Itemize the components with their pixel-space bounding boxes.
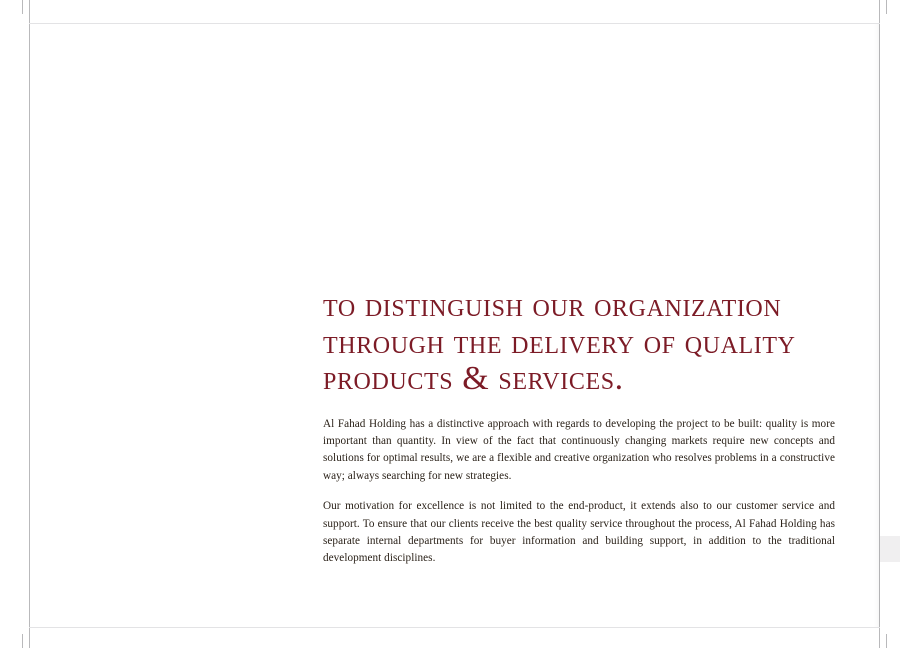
page-edge-top <box>29 23 880 24</box>
page-edge-marker-right <box>880 536 900 562</box>
crop-mark-bottom-left-tick <box>22 634 23 648</box>
body-paragraph-1: Al Fahad Holding has a distinctive approach with regards to developing the project to be built: quality is more important than quantity. In view of the fact that continuously changing markets require new concepts and solutions for optimal results, we are a flexible and creative organization who resolves problems in a constructive way; always searching for new strategies. <box>323 417 835 482</box>
crop-mark-bottom-right-tick <box>886 634 887 648</box>
text-block <box>323 288 835 568</box>
page-edge-bottom <box>29 627 880 628</box>
crop-mark-top-right-tick <box>886 0 887 14</box>
page-gutter-shadow <box>874 24 880 627</box>
page-headline: to distinguish our organization through the delivery of quality products & services. <box>323 287 796 397</box>
body-paragraph-2: Our motivation for excellence is not limited to the end-product, it extends also to our customer service and support. To ensure that our clients receive the best quality service throughout the process, Al Fahad Holding has separate internal departments for buyer information and building support, in addition to the traditional development disciplines. <box>323 500 835 565</box>
crop-mark-top-left-tick <box>22 0 23 14</box>
crop-mark-left-vertical <box>29 0 30 648</box>
